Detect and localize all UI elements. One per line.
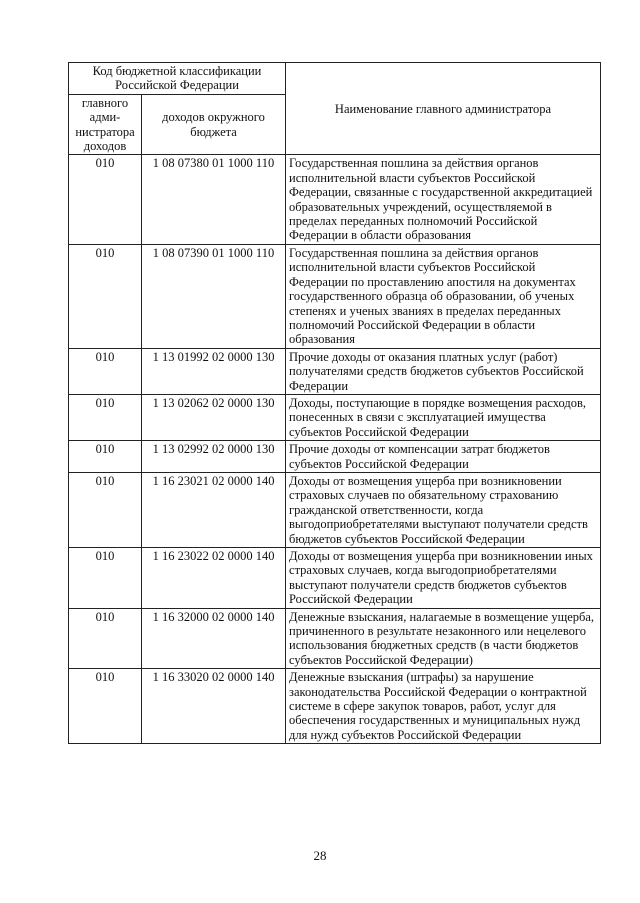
income-code-cell: 1 13 02992 02 0000 130: [142, 441, 286, 473]
income-code-cell: 1 08 07380 01 1000 110: [142, 155, 286, 244]
table-header: [69, 63, 601, 155]
budget-classification-table: [68, 62, 601, 744]
admin-name-cell: Прочие доходы от компенсации затрат бюджетов субъектов Российской Федерации: [286, 441, 601, 473]
header-admin-name: Наименование главного администратора: [286, 63, 601, 155]
table-row: [69, 244, 601, 348]
admin-name-cell: Прочие доходы от оказания платных услуг (работ) получателями средств бюджетов субъектов Российской Федерации: [286, 348, 601, 394]
table-row: [69, 548, 601, 609]
admin-name-cell: Денежные взыскания, налагаемые в возмещение ущерба, причиненного в результате незаконного или нецелевого использования бюджетных средств (в части бюджетов субъектов Российской Федерации): [286, 608, 601, 669]
income-code-cell: 1 16 32000 02 0000 140: [142, 608, 286, 669]
income-code-cell: 1 16 23021 02 0000 140: [142, 472, 286, 547]
admin-name-cell: Доходы от возмещения ущерба при возникновении страховых случаев по обязательному страхованию гражданской ответственности, когда выгодоприобретателями выступают получатели средств бюджетов субъектов Российской Федерации: [286, 472, 601, 547]
table-row: [69, 669, 601, 744]
income-code-cell: 1 13 02062 02 0000 130: [142, 394, 286, 440]
income-code-cell: 1 13 01992 02 0000 130: [142, 348, 286, 394]
admin-name-cell: Доходы, поступающие в порядке возмещения расходов, понесенных в связи с эксплуатацией имущества субъектов Российской Федерации: [286, 394, 601, 440]
table-row: [69, 441, 601, 473]
income-code-cell: 1 16 23022 02 0000 140: [142, 548, 286, 609]
income-code-cell: 1 16 33020 02 0000 140: [142, 669, 286, 744]
admin-code-cell: 010: [69, 155, 142, 244]
table-body: [69, 155, 601, 744]
header-classification-group: Код бюджетной классификации Российской Федерации: [69, 63, 286, 95]
table-row: [69, 394, 601, 440]
admin-code-cell: 010: [69, 669, 142, 744]
page-number: 28: [313, 848, 327, 863]
admin-code-cell: 010: [69, 472, 142, 547]
header-income-code: доходов окружного бюджета: [142, 94, 286, 155]
admin-name-cell: Государственная пошлина за действия органов исполнительной власти субъектов Российской Федерации по проставлению апостиля на документах государственного образца об образовании, об ученых степенях и ученых званиях в пределах переданных полномочий Российской Федерации в области образования: [286, 244, 601, 348]
admin-code-cell: 010: [69, 244, 142, 348]
admin-code-cell: 010: [69, 608, 142, 669]
admin-code-cell: 010: [69, 441, 142, 473]
admin-code-cell: 010: [69, 548, 142, 609]
table-row: [69, 608, 601, 669]
table-row: [69, 155, 601, 244]
header-admin-code: главного адми-нистратора доходов: [69, 94, 142, 155]
admin-name-cell: Доходы от возмещения ущерба при возникновении иных страховых случаев, когда выгодоприобретателями выступают получатели средств бюджетов субъектов Российской Федерации: [286, 548, 601, 609]
table-row: [69, 472, 601, 547]
admin-name-cell: Денежные взыскания (штрафы) за нарушение законодательства Российской Федерации о контрактной системе в сфере закупок товаров, работ, услуг для обеспечения государственных и муниципальных нужд для нужд субъектов Российской Федерации: [286, 669, 601, 744]
table-row: [69, 348, 601, 394]
admin-code-cell: 010: [69, 394, 142, 440]
admin-code-cell: 010: [69, 348, 142, 394]
income-code-cell: 1 08 07390 01 1000 110: [142, 244, 286, 348]
admin-name-cell: Государственная пошлина за действия органов исполнительной власти субъектов Российской Федерации, связанные с государственной аккредитацией образовательных учреждений, осуществляемой в пределах переданных полномочий Российской Федерации в области образования: [286, 155, 601, 244]
